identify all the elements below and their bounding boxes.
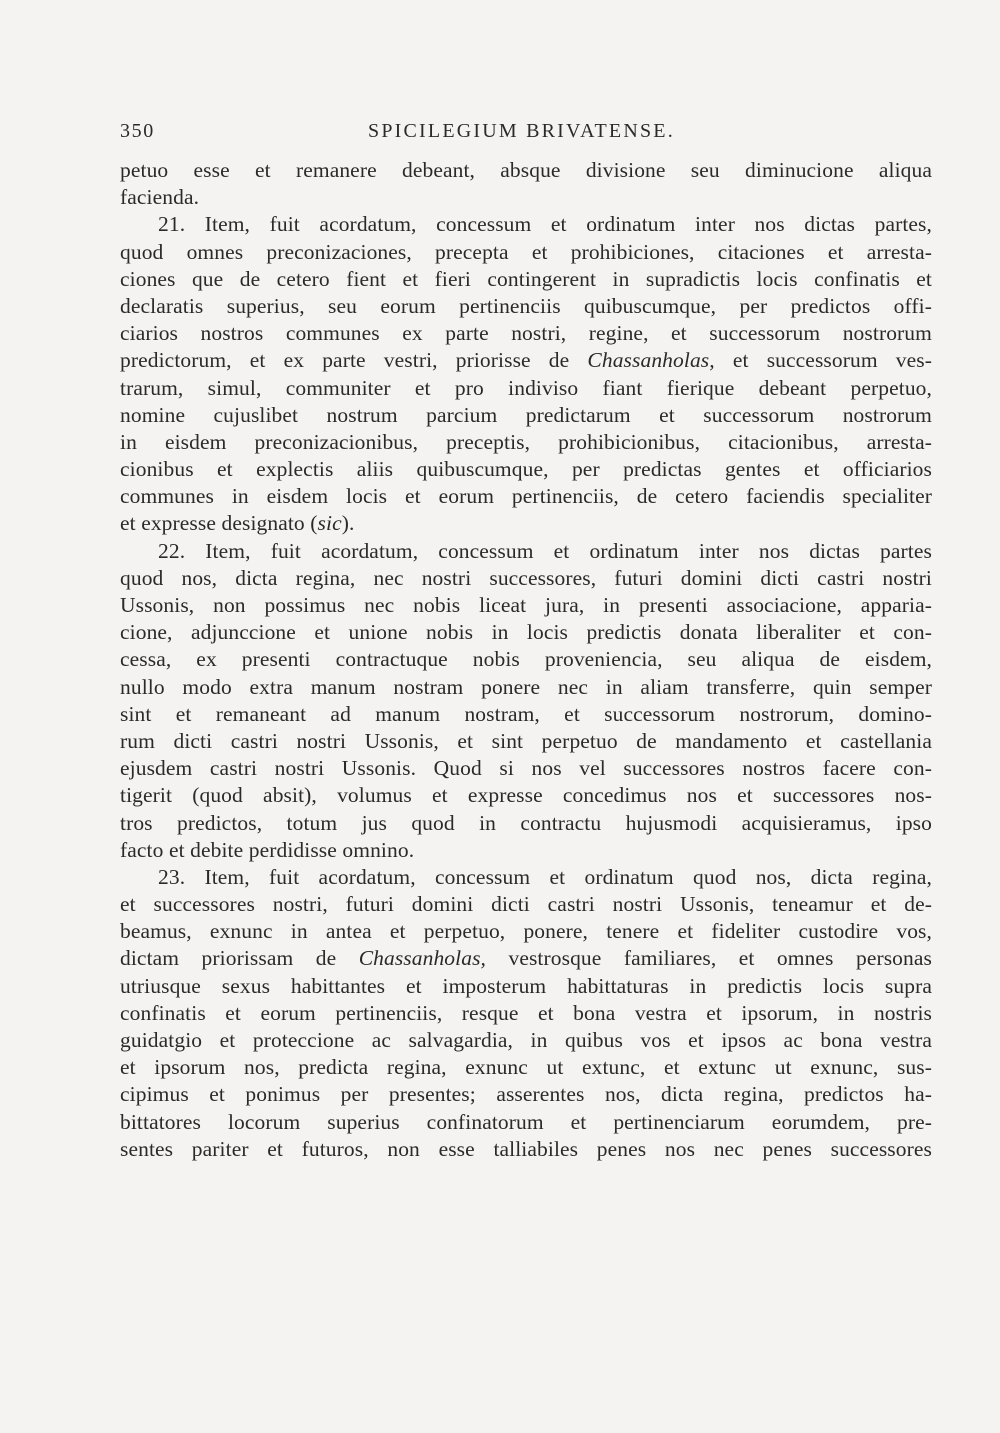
- text-line: facto et debite perdidisse omnino.: [120, 837, 415, 862]
- text-line: petuo esse et remanere debeant, absque divisione seu diminucione aliqua: [120, 158, 932, 182]
- italic-place-name: Chassanholas,: [358, 946, 487, 971]
- text-line: [120, 945, 932, 972]
- page-number: 350: [120, 120, 155, 142]
- text-line: communes in eisdem locis et eorum pertinenciis, de cetero faciendis specialiter: [120, 484, 932, 509]
- text-line: cione, adjunccione et unione nobis in locis predictis donata liberaliter et con-: [120, 620, 932, 645]
- text-line: confinatis et eorum pertinenciis, resque et bona vestra et ipsorum, in nostris: [120, 1000, 932, 1025]
- text-line: nullo modo extra manum nostram ponere nec in aliam transferre, quin semper: [120, 674, 932, 699]
- text-line: trarum, simul, communiter et pro indiviso fiant fierique debeant perpetuo,: [120, 375, 932, 400]
- text-line: tigerit (quod absit), volumus et expresse concedimus nos et successores nos-: [120, 783, 932, 808]
- text-line: quod nos, dicta regina, nec nostri successores, futuri domini dicti castri nostri: [120, 565, 932, 590]
- text-line: facienda.: [120, 185, 200, 210]
- paragraph-21-start: 21. Item, fuit acordatum, concessum et ordinatum inter nos dictas partes,: [158, 212, 932, 237]
- text-line: rum dicti castri nostri Ussonis, et sint perpetuo de mandamento et castellania: [120, 728, 932, 753]
- paragraph-23-start: 23. Item, fuit acordatum, concessum et ordinatum quod nos, dicta regina,: [158, 864, 932, 889]
- text-line: utriusque sexus habittantes et imposterum habittaturas in predictis locis supra: [120, 973, 932, 998]
- text-line: [120, 347, 932, 374]
- running-header: [120, 116, 932, 146]
- text-line: nomine cujuslibet nostrum parcium predictarum et successorum nostrorum: [120, 402, 932, 427]
- text-segment: et successorum ves-: [714, 348, 932, 373]
- text-line: quod omnes preconizaciones, precepta et prohibiciones, citaciones et arresta-: [120, 239, 932, 264]
- text-segment: vestrosque familiares, et omnes personas: [486, 946, 932, 971]
- text-line: declaratis superius, seu eorum pertinenciis quibuscumque, per predictos offi-: [120, 293, 932, 318]
- text-line: ejusdem castri nostri Ussonis. Quod si nos vel successores nostros facere con-: [120, 756, 932, 781]
- text-line: cessa, ex presenti contractuque nobis proveniencia, seu aliqua de eisdem,: [120, 647, 932, 672]
- italic-place-name: Chassanholas,: [587, 348, 715, 373]
- text-segment: ).: [341, 511, 355, 536]
- text-line: tros predictos, totum jus quod in contractu hujusmodi acquisieramus, ipso: [120, 810, 932, 835]
- italic-sic: sic: [317, 511, 342, 536]
- text-line: cionibus et explectis aliis quibuscumque, per predictas gentes et officiarios: [120, 457, 932, 482]
- text-line: [120, 510, 932, 537]
- text-line: ciones que de cetero fient et fieri contingerent in supradictis locis confinatis et: [120, 266, 932, 291]
- text-line: ciarios nostros communes ex parte nostri, regine, et successorum nostrorum: [120, 321, 932, 346]
- text-line: Ussonis, non possimus nec nobis liceat jura, in presenti associacione, apparia-: [120, 593, 932, 617]
- text-line: beamus, exnunc in antea et perpetuo, ponere, tenere et fideliter custodire vos,: [120, 919, 932, 944]
- text-segment: predictorum, et ex parte vestri, priorisse de: [120, 348, 588, 373]
- text-line: sint et remaneant ad manum nostram, et successorum nostrorum, domino-: [120, 701, 932, 726]
- text-segment: dictam priorissam de: [120, 946, 359, 971]
- paragraph-22-start: 22. Item, fuit acordatum, concessum et ordinatum inter nos dictas partes: [158, 538, 932, 563]
- text-line: bittatores locorum superius confinatorum et pertinenciarum eorumdem, pre-: [120, 1109, 932, 1134]
- body-text: [120, 157, 932, 1163]
- text-line: sentes pariter et futuros, non esse talliabiles penes nos nec penes successores: [120, 1136, 932, 1161]
- text-line: et ipsorum nos, predicta regina, exnunc ut extunc, et extunc ut exnunc, sus-: [120, 1055, 932, 1080]
- running-title: SPICILEGIUM BRIVATENSE.: [368, 120, 675, 142]
- text-line: in eisdem preconizacionibus, preceptis, prohibicionibus, citacionibus, arresta-: [120, 429, 932, 454]
- text-line: cipimus et ponimus per presentes; asserentes nos, dicta regina, predictos ha-: [120, 1082, 932, 1107]
- text-segment: et expresse designato (: [120, 511, 318, 536]
- text-line: guidatgio et proteccione ac salvagardia, in quibus vos et ipsos ac bona vestra: [120, 1028, 932, 1052]
- text-line: et successores nostri, futuri domini dicti castri nostri Ussonis, teneamur et de-: [120, 892, 932, 917]
